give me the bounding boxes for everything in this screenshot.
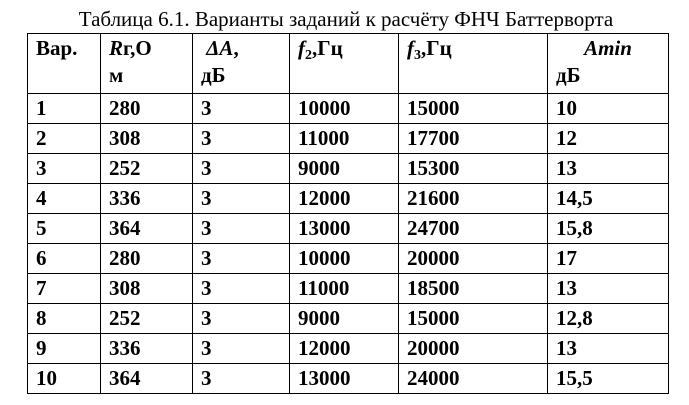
cell-f3: 24700 [399,214,548,244]
cell-f3: 20000 [399,334,548,364]
cell-amin: 12,8 [548,304,669,334]
cell-f2: 9000 [290,154,399,184]
table-row [28,334,669,364]
cell-variant: 6 [28,244,101,274]
table-row [28,364,669,394]
cell-resistance: 308 [101,124,193,154]
table-row [28,214,669,244]
cell-variant: 4 [28,184,101,214]
cell-amin: 17 [548,244,669,274]
table-row [28,244,669,274]
cell-resistance: 280 [101,94,193,124]
cell-variant: 3 [28,154,101,184]
table-caption: Таблица 6.1. Варианты заданий к расчёту ФНЧ Баттерворта [78,7,614,31]
cell-f3: 21600 [399,184,548,214]
cell-variant: 5 [28,214,101,244]
cell-f2: 13000 [290,214,399,244]
header-amin: Amin дБ [548,34,669,94]
cell-f2: 12000 [290,184,399,214]
cell-f3: 18500 [399,274,548,304]
cell-f2: 12000 [290,334,399,364]
cell-variant: 2 [28,124,101,154]
header-f2: $f_2,Гц$ [290,34,399,94]
cell-delta-a: 3 [193,184,290,214]
cell-resistance: 252 [101,304,193,334]
table-row [28,304,669,334]
header-row [28,34,669,94]
table-row [28,94,669,124]
header-resistance: Rг,О м [101,34,193,94]
cell-delta-a: 3 [193,244,290,274]
cell-variant: 9 [28,334,101,364]
table-row [28,124,669,154]
cell-f2: 13000 [290,364,399,394]
cell-resistance: 364 [101,214,193,244]
cell-amin: 13 [548,334,669,364]
variants-table [27,33,669,394]
cell-resistance: 336 [101,334,193,364]
table-row [28,274,669,304]
cell-delta-a: 3 [193,364,290,394]
cell-delta-a: 3 [193,94,290,124]
header-f3: $f_3,Гц$ [399,34,548,94]
cell-amin: 14,5 [548,184,669,214]
cell-resistance: 252 [101,154,193,184]
cell-variant: 10 [28,364,101,394]
cell-f2: 9000 [290,304,399,334]
cell-amin: 12 [548,124,669,154]
cell-delta-a: 3 [193,154,290,184]
cell-resistance: 308 [101,274,193,304]
header-delta-a: ΔA, дБ [193,34,290,94]
cell-amin: 10 [548,94,669,124]
table-row [28,154,669,184]
cell-f3: 17700 [399,124,548,154]
cell-variant: 7 [28,274,101,304]
cell-amin: 15,8 [548,214,669,244]
cell-variant: 1 [28,94,101,124]
cell-delta-a: 3 [193,124,290,154]
cell-f2: 10000 [290,94,399,124]
cell-f3: 20000 [399,244,548,274]
cell-variant: 8 [28,304,101,334]
cell-amin: 13 [548,274,669,304]
cell-f3: 15000 [399,94,548,124]
cell-amin: 13 [548,154,669,184]
cell-delta-a: 3 [193,304,290,334]
cell-f2: 11000 [290,124,399,154]
table-row [28,184,669,214]
cell-f2: 10000 [290,244,399,274]
cell-f2: 11000 [290,274,399,304]
cell-f3: 15000 [399,304,548,334]
cell-f3: 24000 [399,364,548,394]
header-variant: Вар. [28,34,101,94]
cell-resistance: 336 [101,184,193,214]
cell-delta-a: 3 [193,334,290,364]
cell-resistance: 280 [101,244,193,274]
cell-resistance: 364 [101,364,193,394]
cell-f3: 15300 [399,154,548,184]
cell-delta-a: 3 [193,274,290,304]
cell-delta-a: 3 [193,214,290,244]
cell-amin: 15,5 [548,364,669,394]
